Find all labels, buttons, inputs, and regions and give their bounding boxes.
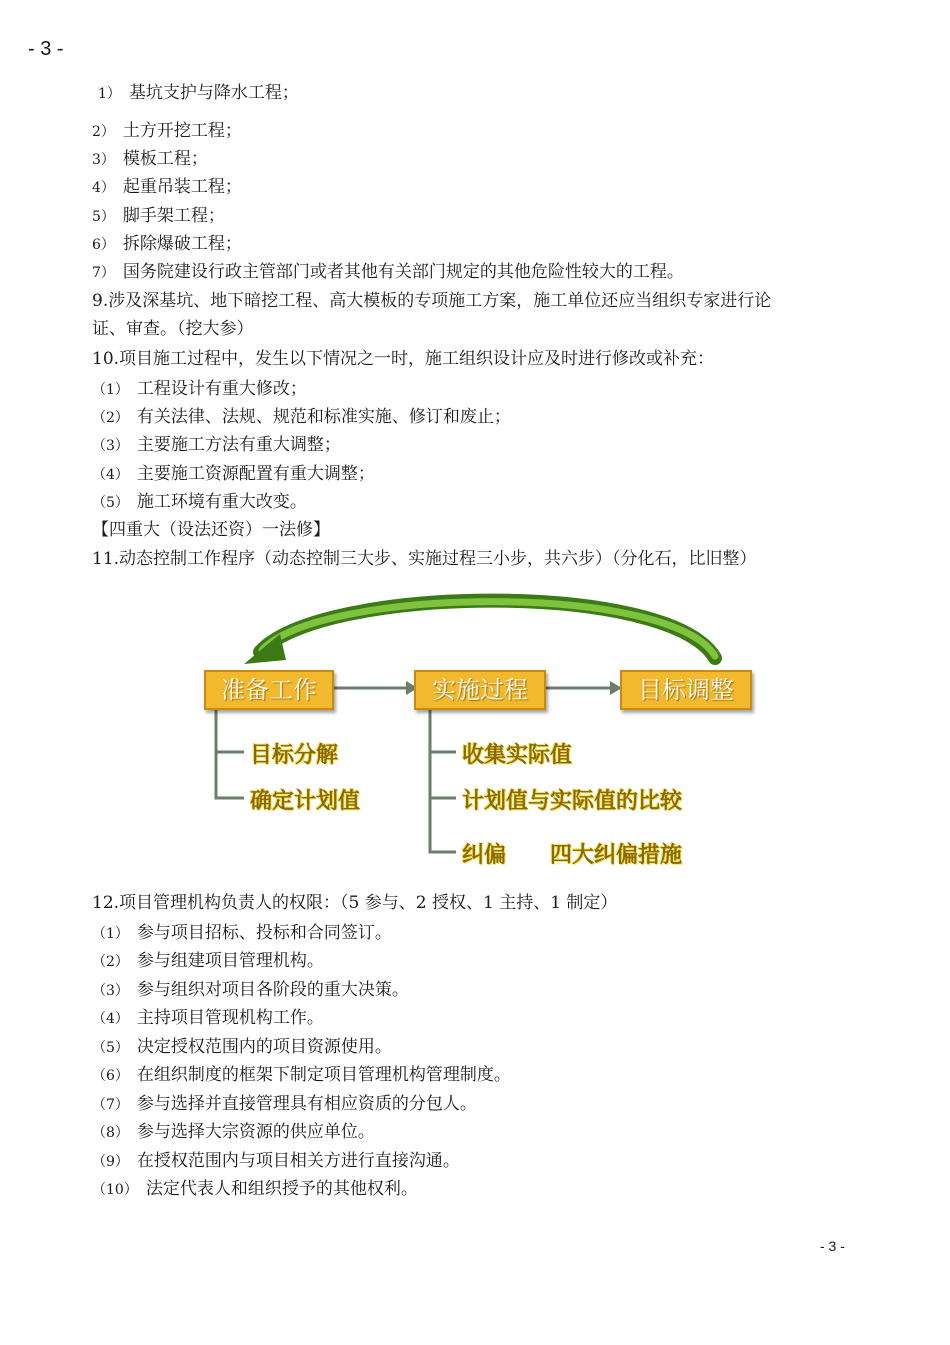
page-number-bottom: - 3 - — [820, 1238, 845, 1254]
list-item-text: 参与项目招标、投标和合同签订。 — [136, 923, 392, 943]
list-item-number: 7） — [92, 265, 115, 281]
list-item-number: （1） — [92, 926, 129, 942]
list-item-number: （3） — [92, 438, 129, 454]
list-item-number: （8） — [92, 1125, 129, 1141]
list-item — [92, 1121, 375, 1144]
label-compare-plan-actual: 计划值与实际值的比较 — [462, 789, 683, 814]
list-item — [92, 205, 225, 228]
dynamic-control-diagram — [200, 590, 760, 880]
paragraph-item-9-line-2: 证、审查。（挖大参） — [92, 319, 254, 339]
label-four-correction-measures: 四大纠偏措施 — [550, 843, 683, 868]
list-item-text: 工程设计有重大修改； — [136, 379, 307, 399]
list-item-text: 法定代表人和组织授予的其他权利。 — [145, 1179, 418, 1199]
list-item-number: （3） — [92, 983, 129, 999]
list-item-text: 主要施工资源配置有重大调整； — [136, 464, 375, 484]
list-item-text: 土方开挖工程； — [122, 121, 242, 141]
list-item — [92, 1150, 460, 1173]
list-item-number: （7） — [92, 1097, 129, 1113]
branch-box2 — [430, 708, 456, 852]
list-item — [92, 406, 511, 429]
label-goal-decomposition: 目标分解 — [250, 743, 339, 768]
list-item-number: （5） — [92, 1040, 129, 1056]
list-item — [92, 120, 242, 143]
list-item-text: 基坑支护与降水工程； — [128, 83, 299, 103]
list-item-text: 起重吊装工程； — [122, 177, 242, 197]
list-item — [92, 1178, 418, 1201]
list-item-number: （1） — [92, 382, 129, 398]
list-item-text: 在组织制度的框架下制定项目管理机构管理制度。 — [136, 1065, 511, 1085]
list-item-number: 2） — [92, 124, 115, 140]
list-item — [98, 82, 299, 105]
paragraph-item-12-title: 12.项目管理机构负责人的权限：（5 参与、2 授权、1 主持、1 制定） — [92, 893, 618, 913]
page-number-top: - 3 - — [28, 38, 64, 60]
list-item — [92, 176, 242, 199]
list-item-text: 主要施工方法有重大调整； — [136, 435, 341, 455]
list-item-text: 脚手架工程； — [122, 206, 225, 226]
label-correction: 纠偏 — [462, 843, 507, 868]
diagram-connectors — [200, 590, 760, 880]
loop-back-arrow-highlight — [262, 602, 715, 656]
paragraph-item-11-title: 11.动态控制工作程序（动态控制三大步、实施过程三小步，共六步）（分化石，比旧整） — [92, 549, 757, 569]
list-item-text: 决定授权范围内的项目资源使用。 — [136, 1037, 392, 1057]
list-item — [92, 1064, 511, 1087]
list-item — [92, 1007, 324, 1030]
list-item-number: （4） — [92, 467, 129, 483]
mnemonic-item-10: 【四重大（设法还资）一法修】 — [92, 520, 330, 540]
list-item-text: 模板工程； — [122, 149, 208, 169]
list-item-number: （2） — [92, 410, 129, 426]
list-item-text: 拆除爆破工程； — [122, 234, 242, 254]
list-item-number: 4） — [92, 180, 115, 196]
list-item — [92, 261, 684, 284]
list-item-number: （4） — [92, 1011, 129, 1027]
list-item — [92, 434, 341, 457]
loop-back-arrow-shaft — [260, 601, 715, 658]
list-item — [92, 922, 392, 945]
paragraph-item-9-line-1: 9.涉及深基坑、地下暗挖工程、高大模板的专项施工方案，施工单位还应当组织专家进行论 — [92, 291, 772, 311]
list-item-number: 3） — [92, 152, 115, 168]
list-item-number: （5） — [92, 495, 129, 511]
list-item-number: （9） — [92, 1154, 129, 1170]
list-item-text: 参与组织对项目各阶段的重大决策。 — [136, 980, 409, 1000]
list-item-text: 参与选择并直接管理具有相应资质的分包人。 — [136, 1094, 477, 1114]
branch-box1 — [216, 708, 244, 798]
list-item-number: 6） — [92, 237, 115, 253]
list-item — [92, 1036, 392, 1059]
list-item — [92, 378, 307, 401]
list-item — [92, 950, 324, 973]
list-item-text: 主持项目管现机构工作。 — [136, 1008, 324, 1028]
list-item-text: 在授权范围内与项目相关方进行直接沟通。 — [136, 1151, 460, 1171]
list-item — [92, 233, 242, 256]
list-item-text: 有关法律、法规、规范和标准实施、修订和废止； — [136, 407, 511, 427]
list-item — [92, 148, 208, 171]
list-item-text: 参与组建项目管理机构。 — [136, 951, 324, 971]
list-item-text: 参与选择大宗资源的供应单位。 — [136, 1122, 375, 1142]
list-item-text: 国务院建设行政主管部门或者其他有关部门规定的其他危险性较大的工程。 — [122, 262, 684, 282]
list-item-number: （2） — [92, 954, 129, 970]
list-item — [92, 1093, 477, 1116]
label-collect-actual: 收集实际值 — [462, 743, 573, 768]
box-preparation: 准备工作 — [204, 670, 334, 710]
box-target-adjustment: 目标调整 — [620, 670, 752, 710]
list-item — [92, 491, 307, 514]
list-item-text: 施工环境有重大改变。 — [136, 492, 307, 512]
list-item-number: 5） — [92, 209, 115, 225]
list-item — [92, 979, 409, 1002]
list-item — [92, 463, 375, 486]
paragraph-item-10-title: 10.项目施工过程中，发生以下情况之一时，施工组织设计应及时进行修改或补充： — [92, 349, 715, 369]
list-item-number: （6） — [92, 1068, 129, 1084]
list-item-number: 1） — [98, 86, 121, 102]
box-implementation: 实施过程 — [414, 670, 546, 710]
label-set-plan-value: 确定计划值 — [250, 789, 361, 814]
list-item-number: （10） — [92, 1182, 138, 1198]
